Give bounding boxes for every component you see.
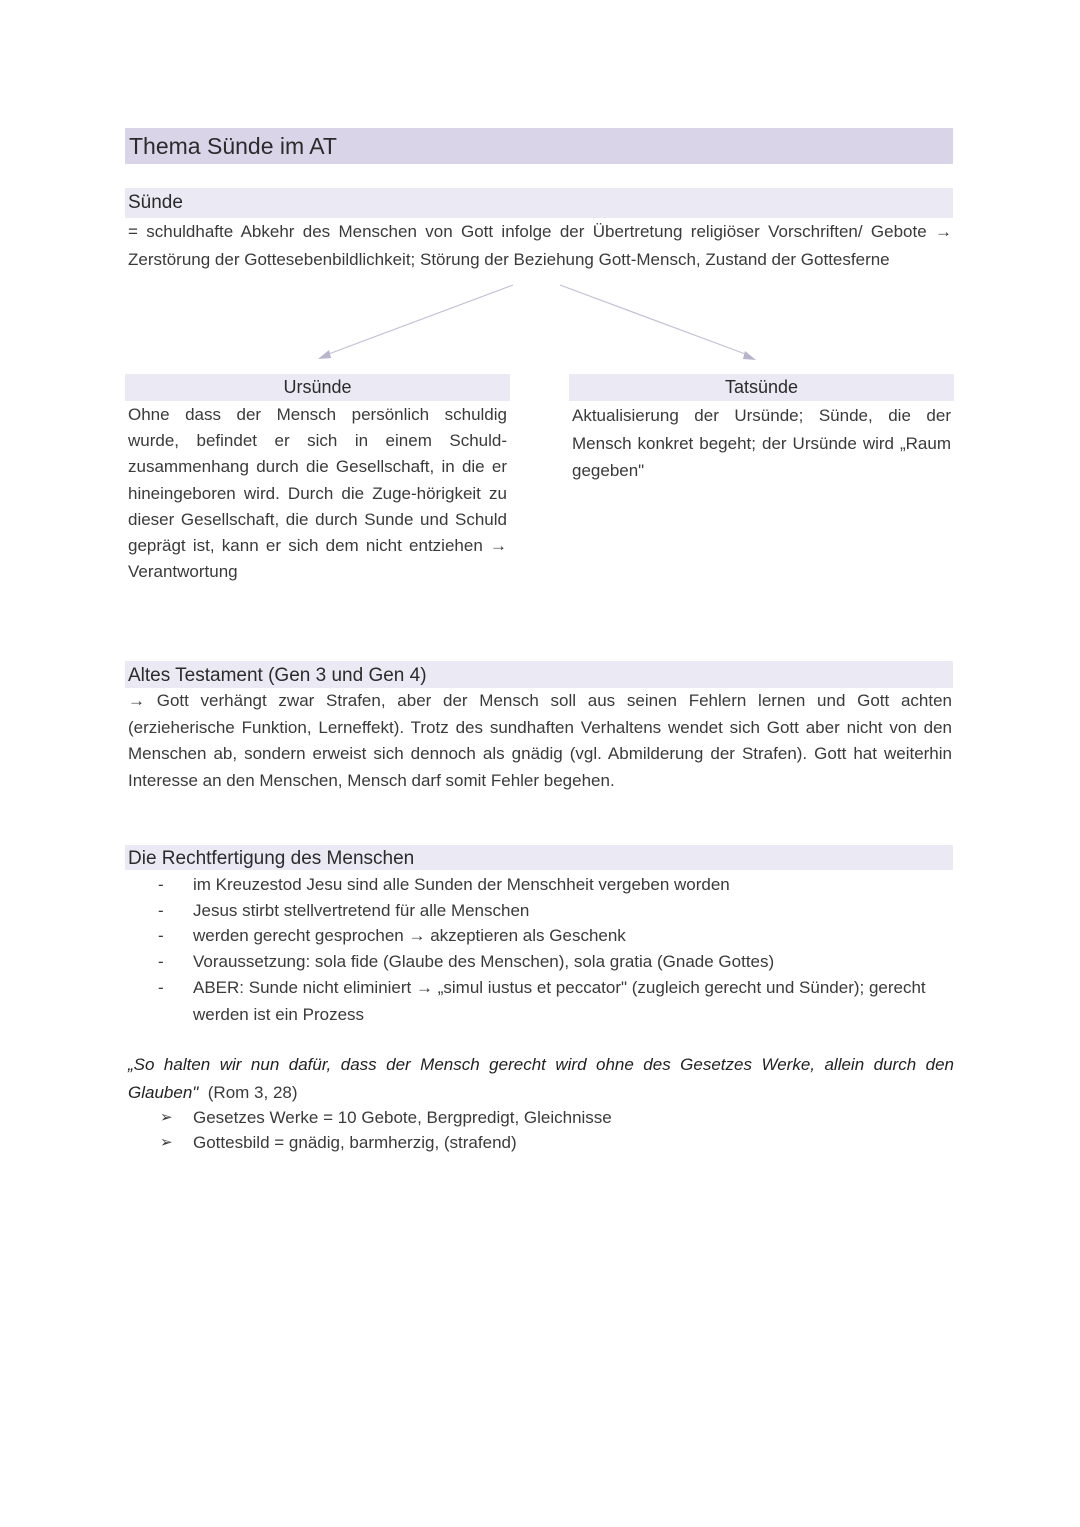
- arrow-left: [326, 285, 513, 355]
- section-heading-rechtfertigung: Die Rechtfertigung des Menschen: [125, 845, 953, 870]
- list-item: ➢ Gesetzes Werke = 10 Gebote, Bergpredigt, Gleichnisse: [125, 1105, 955, 1130]
- ursuende-column: [125, 374, 510, 585]
- altes-testament-text: → Gott verhängt zwar Strafen, aber der Mensch soll aus seinen Fehlern lernen und Gott achten (erzieherische Funktion, Lerneffekt). Trotz des sundhaften Verhaltens wendet sich Gott aber nicht von den Menschen ab, sondern erweist sich dennoch als gnädig (vgl. Abmilderung der Strafen). Gott hat weiterhin Interesse an den Menschen, Mensch darf somit Fehler begehen.: [128, 691, 952, 790]
- arrow-right: [560, 285, 748, 355]
- bible-quote: [128, 1051, 954, 1106]
- arrow-right-head-icon: [743, 351, 756, 360]
- ursuende-text: Ohne dass der Mensch persönlich schuldig wurde, befindet er sich in einem Schuld-zusammenhang durch die Gesellschaft, in die er hineingeboren wird. Durch die Zuge-hörigkeit zu dieser Gesellschaft, die durch Sunde und Schuld geprägt ist, kann er sich dem nicht entziehen → Verantwortung: [128, 405, 507, 582]
- tatsuende-column: [569, 374, 954, 485]
- list-item: ➢ Gottesbild = gnädig, barmherzig, (strafend): [125, 1130, 955, 1155]
- tatsuende-heading: Tatsünde: [569, 374, 954, 401]
- quote-notes-list: [125, 1105, 955, 1155]
- list-item: - werden gerecht gesprochen → akzeptieren als Geschenk: [125, 923, 955, 949]
- page-title: Thema Sünde im AT: [125, 128, 953, 164]
- tatsuende-text: Aktualisierung der Ursünde; Sünde, die der Mensch konkret begeht; der Ursünde wird „Raum gegeben": [572, 406, 951, 480]
- suende-definition: = schuldhafte Abkehr des Menschen von Gott infolge der Übertretung religiöser Vorschriften/ Gebote → Zerstörung der Gottesebenbildlichkeit; Störung der Beziehung Gott-Mensch, Zustand der Gottesferne: [128, 222, 952, 269]
- arrow-left-head-icon: [318, 350, 331, 359]
- branch-arrows: [0, 0, 1080, 380]
- list-item: - Voraussetzung: sola fide (Glaube des Menschen), sola gratia (Gnade Gottes): [125, 949, 955, 975]
- quote-reference: (Rom 3, 28): [207, 1082, 298, 1102]
- section-heading-altes-testament: Altes Testament (Gen 3 und Gen 4): [125, 661, 953, 688]
- section-heading-suende: Sünde: [125, 188, 953, 218]
- list-item: - ABER: Sunde nicht eliminiert → „simul iustus et peccator" (zugleich gerecht und Sünder); gerecht werden ist ein Prozess: [125, 974, 955, 1028]
- list-item: - im Kreuzestod Jesu sind alle Sunden der Menschheit vergeben worden: [125, 872, 955, 898]
- ursuende-heading: Ursünde: [125, 374, 510, 401]
- rechtfertigung-list: [125, 872, 955, 1028]
- quote-text: „So halten wir nun dafür, dass der Mensch gerecht wird ohne des Gesetzes Werke, allein durch den Glauben": [128, 1055, 954, 1102]
- list-item: - Jesus stirbt stellvertretend für alle Menschen: [125, 898, 955, 924]
